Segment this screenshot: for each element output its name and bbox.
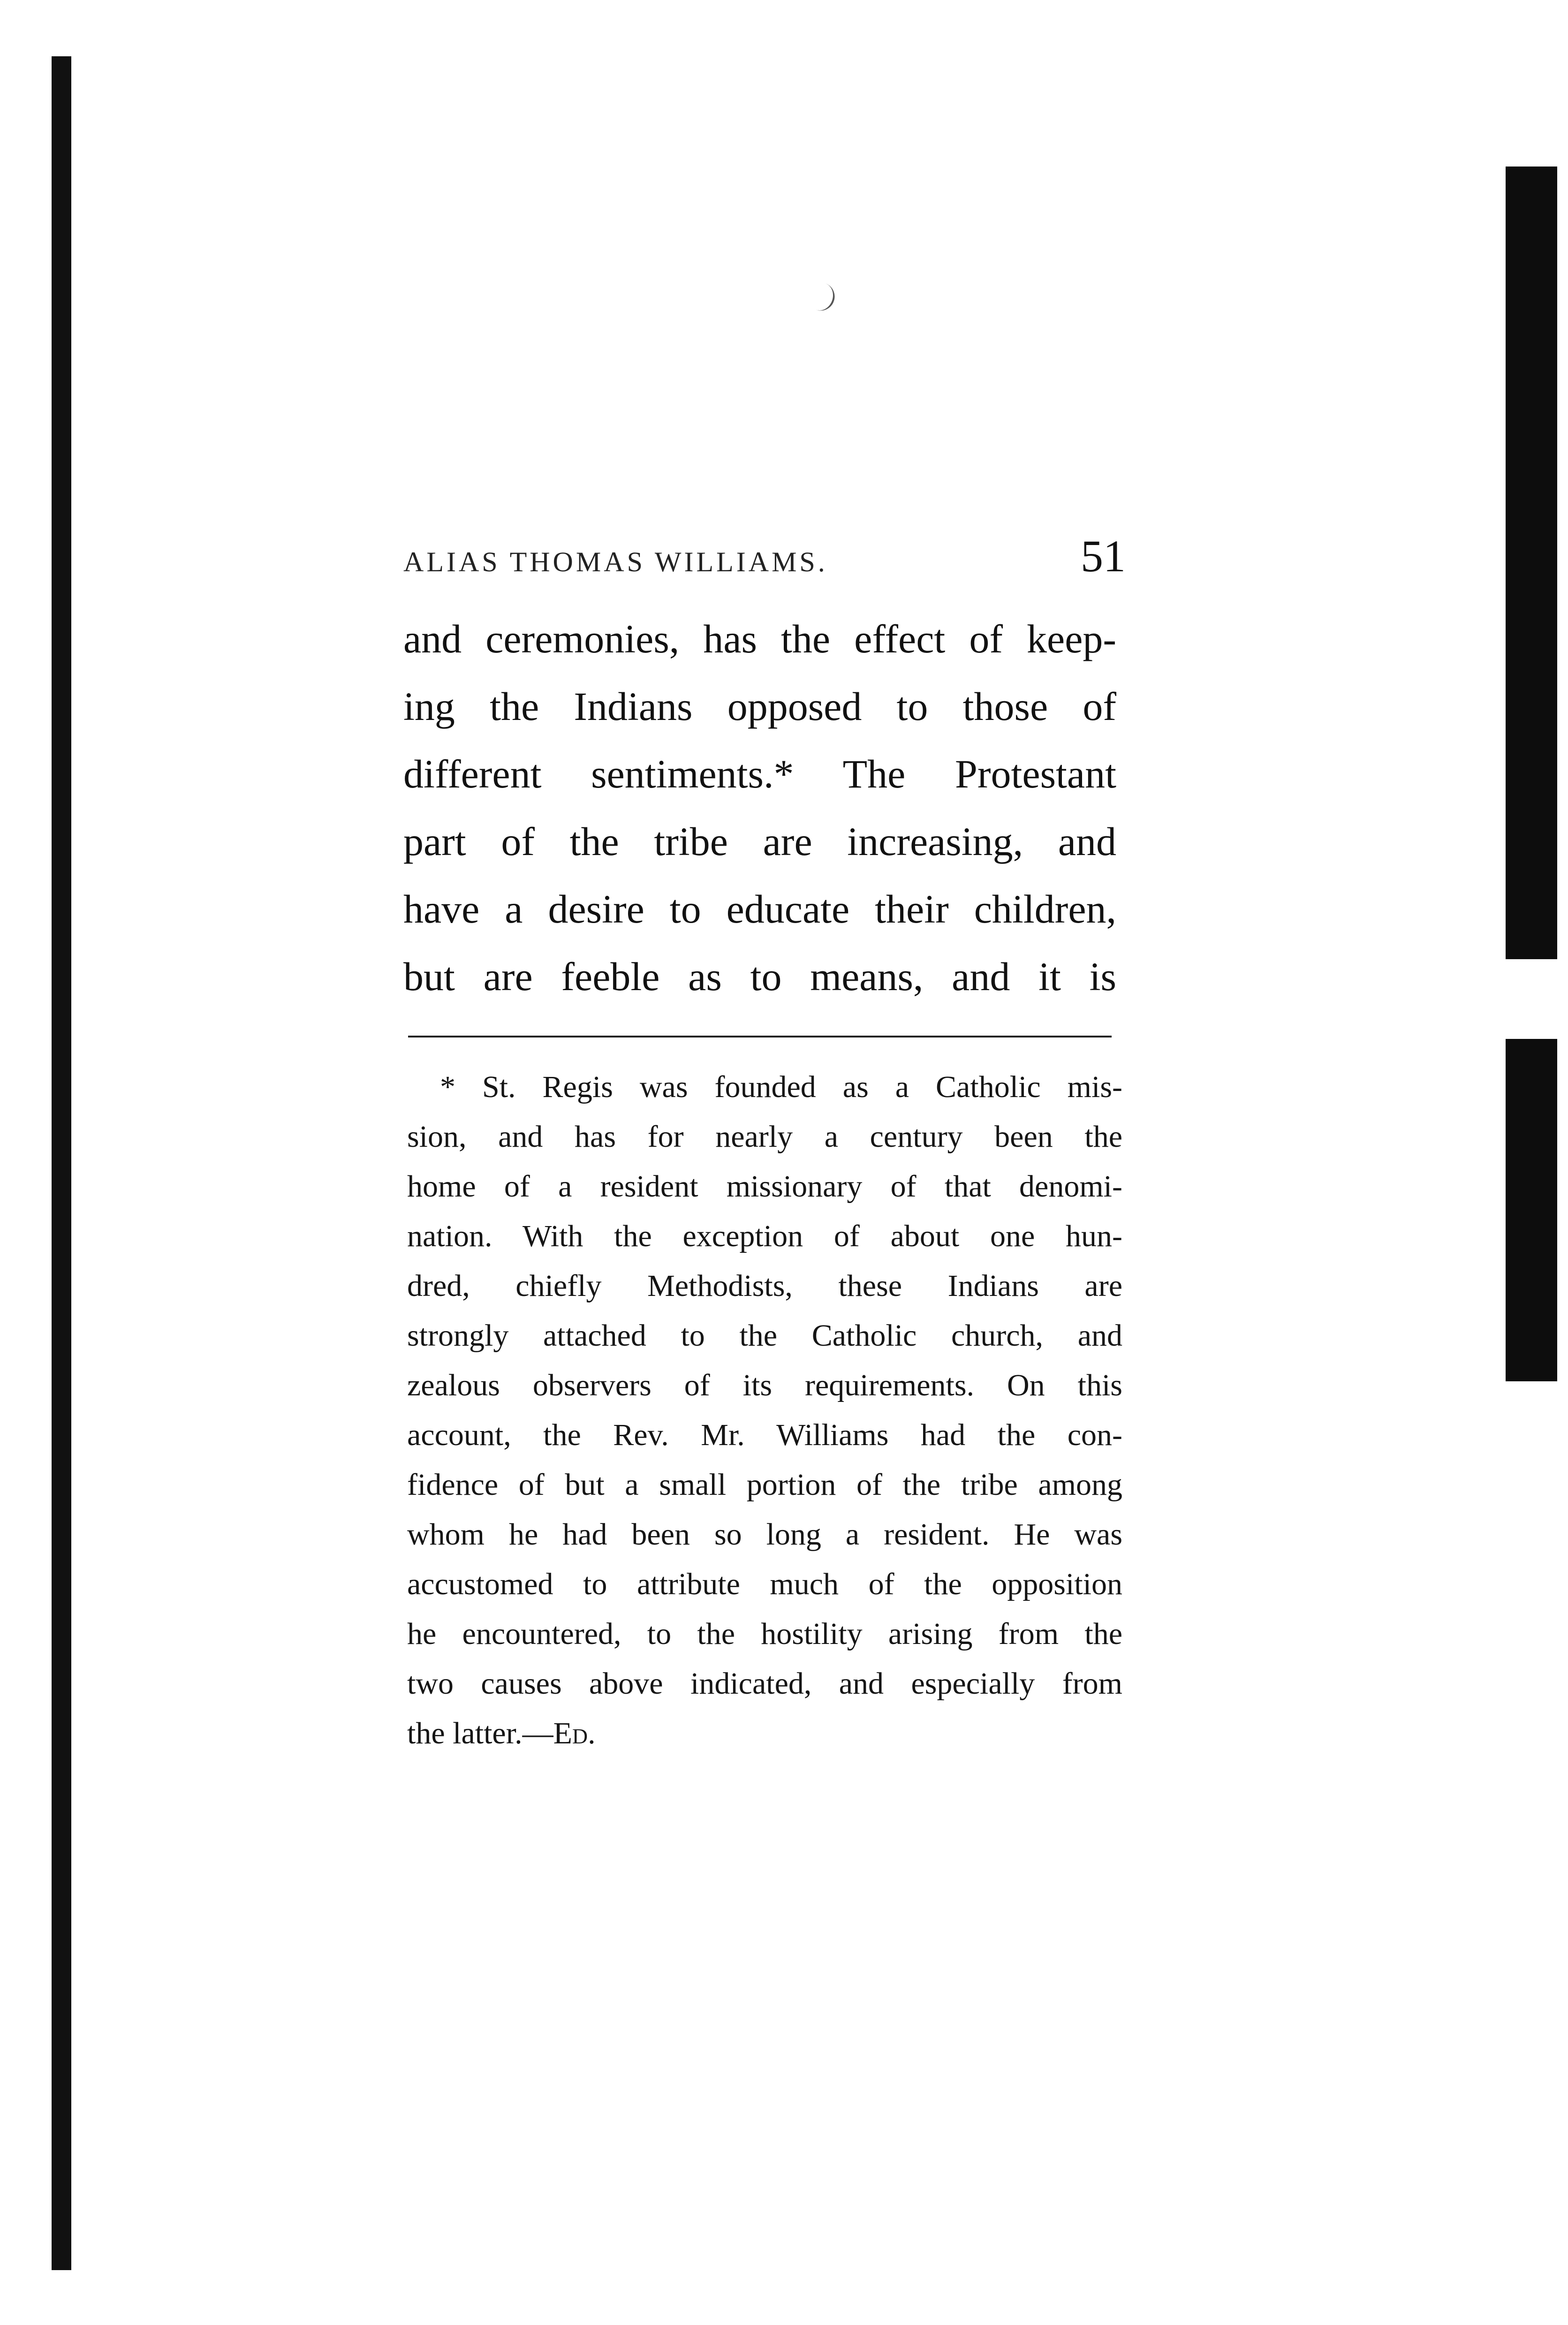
stray-ink-mark (810, 281, 839, 314)
body-text (403, 605, 1116, 1010)
body-line: different sentiments.* The Protestant (403, 751, 1116, 796)
footnote-line: * St. Regis was founded as a Catholic mis- (440, 1070, 1122, 1104)
footnote-line: dred, chiefly Methodists, these Indians are (407, 1269, 1122, 1303)
footnote-line: zealous observers of its requirements. On this (407, 1368, 1122, 1402)
footnote-line: fidence of but a small portion of the tribe among (407, 1468, 1122, 1502)
footnote (407, 1062, 1122, 1758)
body-line: ing the Indians opposed to those of (403, 684, 1116, 729)
footnote-rule (408, 1036, 1112, 1038)
scan-margin-bar-upper (1506, 167, 1557, 959)
footnote-line: whom he had been so long a resident. He was (407, 1517, 1122, 1552)
footnote-line: accustomed to attribute much of the opposition (407, 1567, 1122, 1601)
footnote-line: account, the Rev. Mr. Williams had the con- (407, 1418, 1122, 1452)
body-line: and ceremonies, has the effect of keep- (403, 616, 1116, 661)
binding-edge (52, 56, 71, 2270)
body-line: but are feeble as to means, and it is (403, 954, 1116, 999)
footnote-line: two causes above indicated, and especially from (407, 1666, 1122, 1701)
footnote-line: nation. With the exception of about one hun- (407, 1219, 1122, 1253)
editor-mark: Ed. (553, 1716, 596, 1750)
footnote-line: strongly attached to the Catholic church, and (407, 1318, 1122, 1353)
body-line: have a desire to educate their children, (403, 886, 1116, 932)
footnote-line: he encountered, to the hostility arising from the (407, 1617, 1122, 1651)
footnote-line: sion, and has for nearly a century been the (407, 1120, 1122, 1154)
running-title: ALIAS THOMAS WILLIAMS. (403, 546, 828, 577)
page-number: 51 (1081, 531, 1126, 581)
running-head (403, 530, 1126, 582)
scan-margin-bar-lower (1506, 1039, 1557, 1381)
body-line: part of the tribe are increasing, and (403, 819, 1116, 864)
footnote-line: home of a resident missionary of that denomi- (407, 1169, 1122, 1204)
footnote-last-text: the latter.— (407, 1716, 553, 1750)
footnote-last-line (407, 1709, 1122, 1758)
